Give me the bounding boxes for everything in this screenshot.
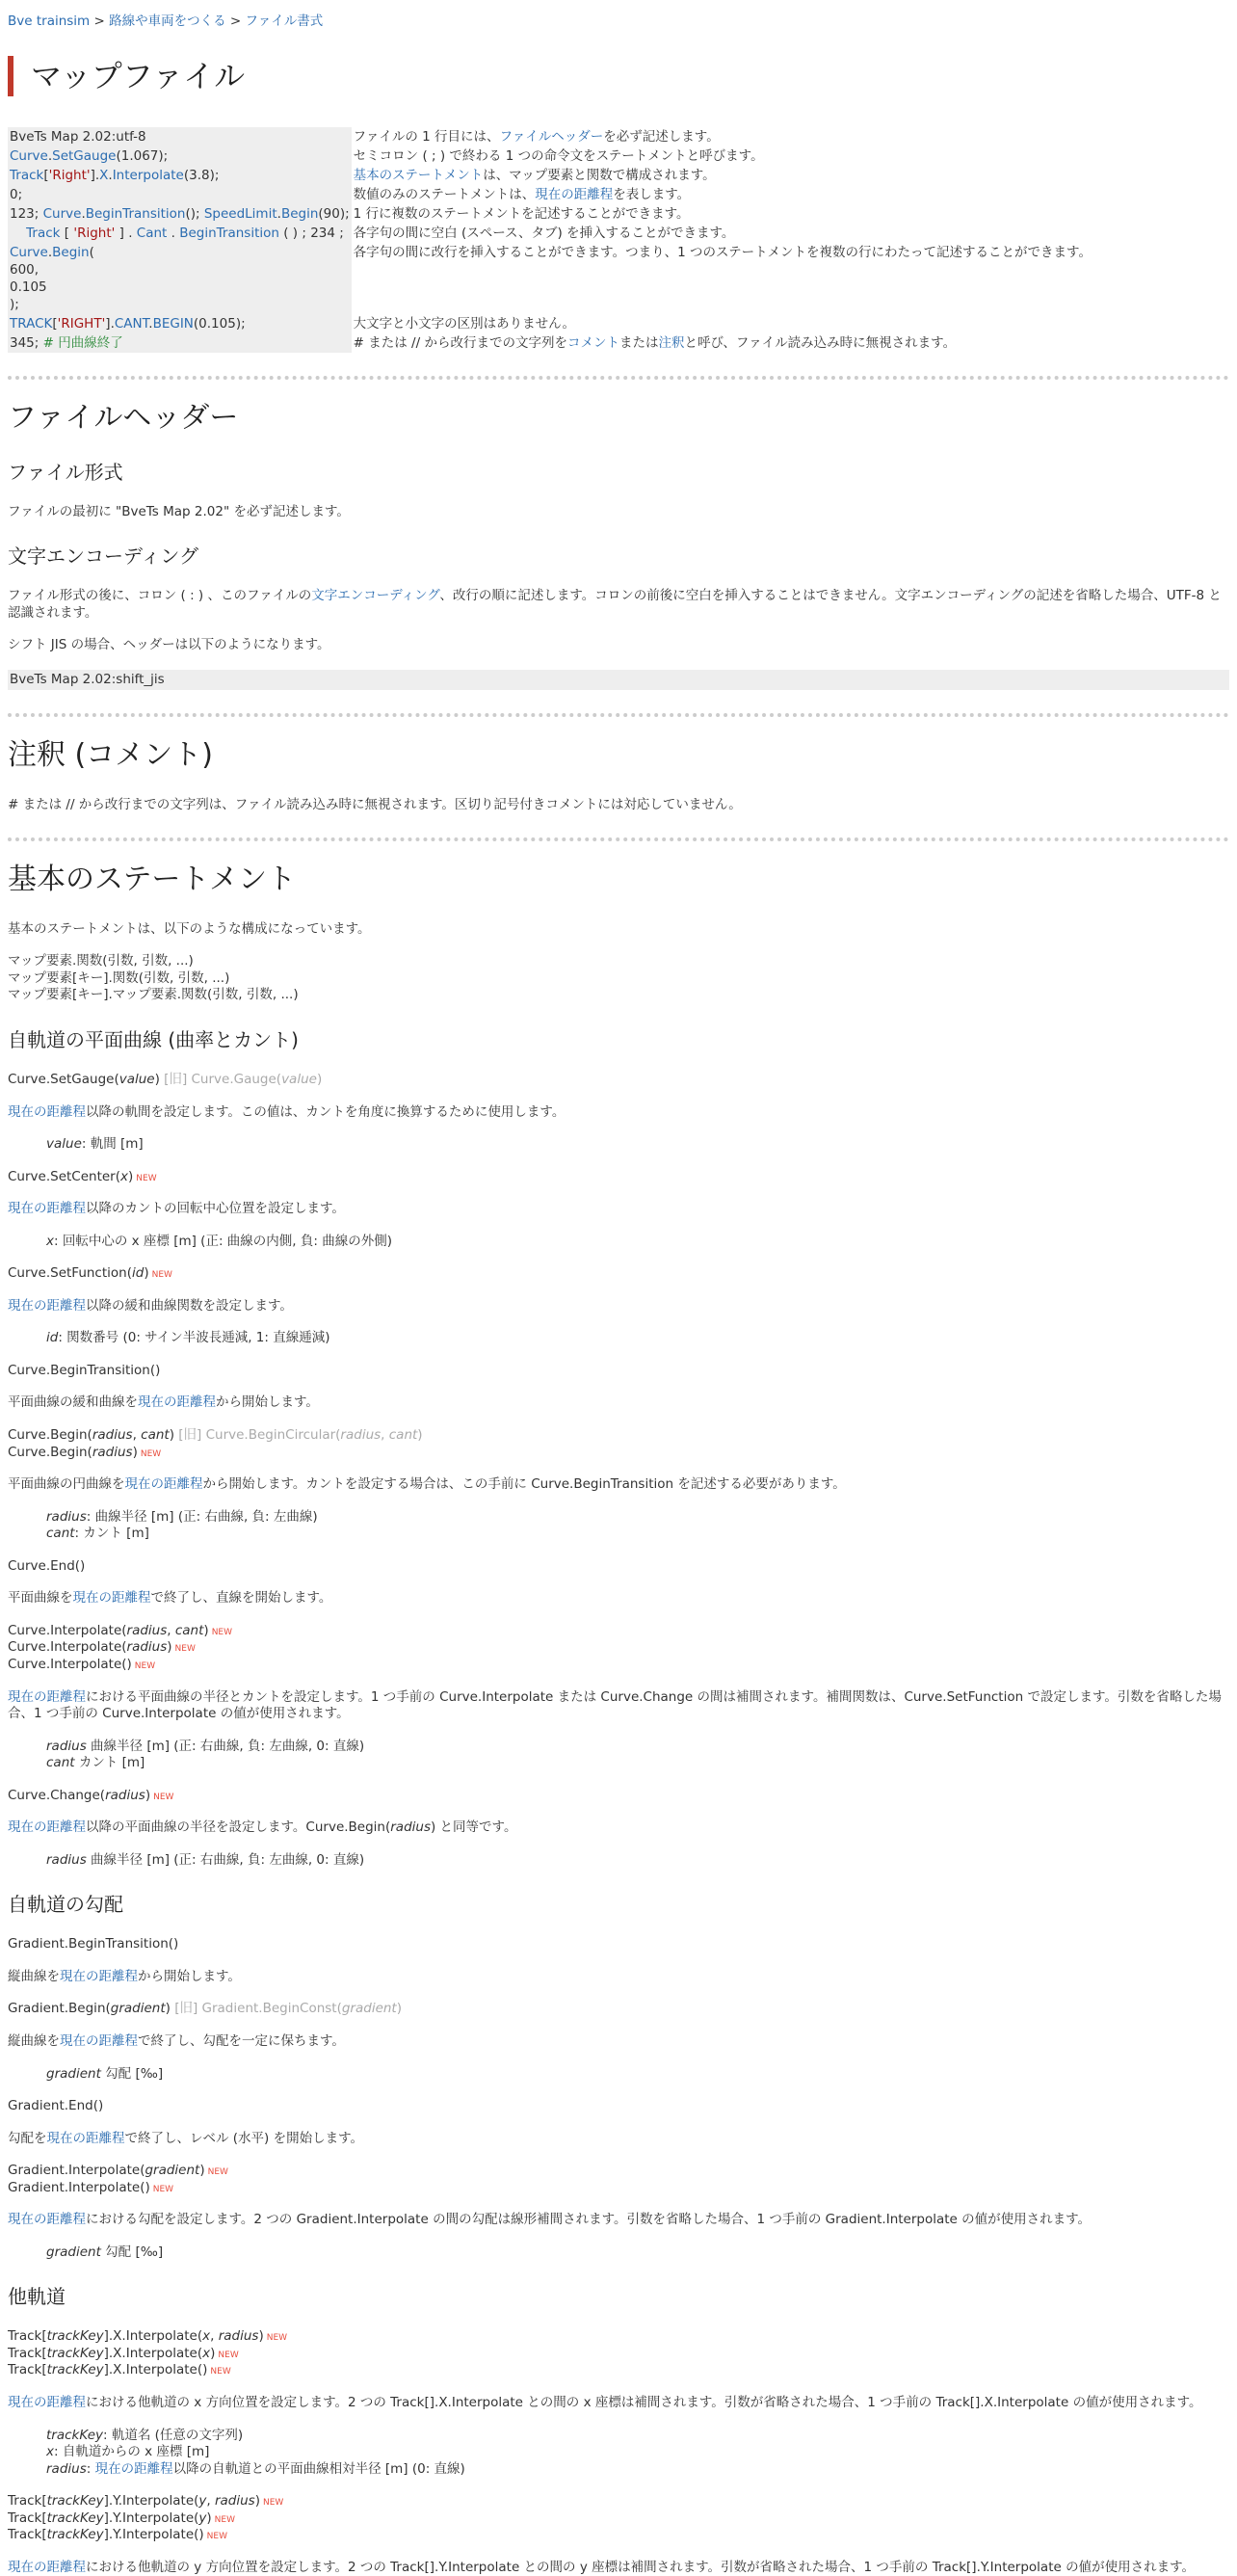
- signature-text: Curve.Change(radius): [8, 1787, 151, 1803]
- signature-text: Track[trackKey].Y.Interpolate(): [8, 2527, 204, 2543]
- breadcrumb-separator: >: [90, 13, 110, 29]
- new-badge: NEW: [174, 1644, 196, 1655]
- code-sample: Curve.SetGauge(1.067);: [8, 146, 352, 166]
- new-badge: NEW: [266, 2333, 288, 2344]
- code-block: BveTs Map 2.02:shift_jis: [8, 670, 1229, 691]
- code-sample: BveTs Map 2.02:utf-8: [8, 127, 352, 146]
- code-description: 大文字と小文字の区別はありません。: [353, 315, 575, 332]
- function-description: 平面曲線の緩和曲線を現在の距離程から開始します。: [8, 1394, 319, 1411]
- breadcrumb-link-format[interactable]: ファイル書式: [245, 13, 324, 29]
- function-signature: [8, 2163, 1229, 2196]
- function-description: 勾配を現在の距離程で終了し、レベル (水平) を開始します。: [8, 2130, 364, 2146]
- code-sample: Track [ 'Right' ] . Cant . BeginTransition ( ) ; 234 ;: [8, 224, 352, 243]
- section-title: ファイルヘッダー: [8, 400, 239, 435]
- parameter: radius: 現在の距離程以降の自軌道との平面曲線相対半径 [m] (0: 直線): [46, 2460, 465, 2477]
- code-description: 各字句の間に改行を挿入することができます。つまり、1 つのステートメントを複数の行にわたって記述することができます。: [353, 244, 1092, 260]
- signature-text: Gradient.End(): [8, 2098, 104, 2114]
- new-badge: NEW: [263, 2498, 284, 2509]
- parameter: value: 軌間 [m]: [46, 1136, 144, 1153]
- new-badge: NEW: [214, 2514, 235, 2525]
- overview-row: [8, 146, 1237, 166]
- parameter: id: 関数番号 (0: サイン半波長逓減, 1: 直線逓減): [46, 1330, 330, 1346]
- function-description: 現在の距離程における他軌道の x 方向位置を設定します。2 つの Track[].X.Interpolate との間の x 座標は補間されます。引数が省略された場合、1 つ手前の Track[].X.Interpolate の値が使用されます。: [8, 2394, 1202, 2410]
- code-description: 基本のステートメントは、マップ要素と関数で構成されます。: [353, 167, 716, 183]
- signature-text: Track[trackKey].X.Interpolate(x): [8, 2345, 216, 2361]
- new-badge: NEW: [206, 2532, 227, 2542]
- function-description: 現在の距離程における平面曲線の半径とカントを設定します。1 つ手前の Curve.Interpolate または Curve.Change の間は補間されます。補間関数は、Curve.SetFunction で設定します。引数を省略した場合、1 つ手前の Curve.Interpolate の値が使用されます。: [8, 1688, 1222, 1722]
- new-badge: NEW: [152, 2184, 174, 2194]
- function-description: 現在の距離程以降のカントの回転中心位置を設定します。: [8, 1201, 345, 1217]
- parameter: gradient 勾配 [‰]: [46, 2244, 164, 2260]
- subsection-title: ファイル形式: [8, 460, 123, 484]
- statement-forms: [8, 953, 1229, 1004]
- new-badge: NEW: [151, 1270, 172, 1281]
- function-signature: [8, 2493, 1229, 2544]
- code-sample: Curve.Begin( 600, 0.105 );: [8, 243, 352, 314]
- function-signature: [8, 1623, 1229, 1674]
- parameter: cant カント [m]: [46, 1755, 145, 1771]
- subsection-title: 自軌道の勾配: [8, 1893, 123, 1917]
- parameter: radius 曲線半径 [m] (正: 右曲線, 負: 左曲線, 0: 直線): [46, 1851, 365, 1868]
- function-signature: [8, 1072, 1229, 1089]
- paragraph: 基本のステートメントは、以下のような構成になっています。: [8, 920, 371, 937]
- function-signature: [8, 2328, 1229, 2379]
- function-description: 平面曲線の円曲線を現在の距離程から開始します。カントを設定する場合は、この手前に Curve.BeginTransition を記述する必要があります。: [8, 1476, 846, 1493]
- overview-table: [8, 127, 1237, 353]
- code-sample: TRACK['RIGHT'].CANT.BEGIN(0.105);: [8, 314, 352, 333]
- signature-text: Gradient.Interpolate(): [8, 2179, 150, 2195]
- overview-row: [8, 166, 1237, 185]
- function-description: 縦曲線を現在の距離程から開始します。: [8, 1968, 241, 1984]
- overview-row: [8, 204, 1237, 224]
- function-description: 現在の距離程以降の軌間を設定します。この値は、カントを角度に換算するために使用します。: [8, 1103, 566, 1120]
- signature-text: Gradient.Interpolate(gradient): [8, 2163, 205, 2179]
- function-description: 現在の距離程における他軌道の y 方向位置を設定します。2 つの Track[].Y.Interpolate との間の y 座標は補間されます。引数が省略された場合、1 つ手前の Track[].Y.Interpolate の値が使用されます。: [8, 2559, 1196, 2575]
- parameter: x: 回転中心の x 座標 [m] (正: 曲線の内側, 負: 曲線の外側): [46, 1233, 392, 1249]
- signature-text: Curve.SetGauge(value) [旧] Curve.Gauge(value): [8, 1072, 323, 1088]
- breadcrumb-separator: >: [225, 13, 246, 29]
- new-badge: NEW: [210, 2367, 231, 2377]
- parameter: radius: 曲線半径 [m] (正: 右曲線, 負: 左曲線): [46, 1508, 318, 1525]
- parameter: trackKey: 軌道名 (任意の文字列): [46, 2427, 244, 2443]
- statement-form: マップ要素[キー].関数(引数, 引数, ...): [8, 969, 230, 986]
- function-signature: [8, 1265, 1229, 1283]
- function-signature: [8, 1363, 1229, 1380]
- section-title: 基本のステートメント: [8, 862, 297, 896]
- parameter-list: [46, 2428, 1229, 2479]
- signature-text: Curve.Interpolate(radius): [8, 1639, 172, 1656]
- code-sample: 345; # 円曲線終了: [8, 333, 352, 353]
- overview-row: [8, 333, 1237, 353]
- parameter-list: [46, 1739, 1229, 1772]
- overview-row: [8, 185, 1237, 204]
- signature-text: Curve.End(): [8, 1557, 86, 1574]
- new-badge: NEW: [134, 1660, 156, 1671]
- section-divider: [8, 837, 1229, 841]
- parameter-list: [46, 2066, 1229, 2084]
- signature-text: Curve.Begin(radius): [8, 1444, 138, 1460]
- signature-text: Gradient.BeginTransition(): [8, 1936, 179, 1952]
- breadcrumb-link-home[interactable]: Bve trainsim: [8, 13, 91, 29]
- parameter: gradient 勾配 [‰]: [46, 2065, 164, 2082]
- parameter-list: [46, 1509, 1229, 1543]
- parameter-list: [46, 1330, 1229, 1347]
- signature-text: Curve.SetCenter(x): [8, 1168, 134, 1184]
- paragraph: # または // から改行までの文字列は、ファイル読み込み時に無視されます。区切り記号付きコメントには対応していません。: [8, 797, 742, 813]
- breadcrumb: [8, 13, 1229, 31]
- overview-row: [8, 224, 1237, 243]
- signature-text: Curve.Interpolate(radius, cant): [8, 1622, 209, 1638]
- new-badge: NEW: [153, 1792, 174, 1802]
- signature-text: Track[trackKey].Y.Interpolate(y): [8, 2510, 212, 2526]
- parameter: radius 曲線半径 [m] (正: 右曲線, 負: 左曲線, 0: 直線): [46, 1738, 365, 1754]
- function-signature: [8, 1788, 1229, 1805]
- signature-text: Curve.SetFunction(id): [8, 1265, 149, 1282]
- paragraph: ファイル形式の後に、コロン ( : ) 、このファイルの文字エンコーディング、改行の順に記述します。コロンの前後に空白を挿入することはできません。文字エンコーディングの記述を省略した場合、UTF-8 と認識されます。: [8, 588, 1222, 621]
- function-description: 縦曲線を現在の距離程で終了し、勾配を一定に保ちます。: [8, 2032, 345, 2049]
- function-signature: [8, 2001, 1229, 2018]
- parameter-list: [46, 1136, 1229, 1154]
- parameter-list: [46, 1852, 1229, 1870]
- code-description: 1 行に複数のステートメントを記述することができます。: [353, 205, 690, 222]
- code-description: セミコロン ( ; ) で終わる 1 つの命令文をステートメントと呼びます。: [353, 147, 764, 164]
- overview-row: [8, 243, 1237, 314]
- new-badge: NEW: [218, 2350, 239, 2360]
- statement-form: マップ要素[キー].マップ要素.関数(引数, 引数, ...): [8, 987, 299, 1003]
- new-badge: NEW: [136, 1173, 157, 1183]
- overview-row: [8, 127, 1237, 146]
- statement-form: マップ要素.関数(引数, 引数, ...): [8, 953, 194, 969]
- code-sample: Track['Right'].X.Interpolate(3.8);: [8, 166, 352, 185]
- function-description: 現在の距離程における勾配を設定します。2 つの Gradient.Interpolate の間の勾配は線形補間されます。引数を省略した場合、1 つ手前の Gradient.Interpolate の値が使用されます。: [8, 2212, 1092, 2228]
- function-signature: [8, 1936, 1229, 1953]
- signature-text: Track[trackKey].Y.Interpolate(y, radius): [8, 2493, 260, 2510]
- signature-text: Curve.Begin(radius, cant) [旧] Curve.BeginCircular(radius, cant): [8, 1427, 423, 1444]
- code-description: # または // から改行までの文字列をコメントまたは注釈と呼び、ファイル読み込み時に無視されます。: [353, 334, 957, 351]
- section-title: 注釈 (コメント): [8, 738, 213, 773]
- basic-statement-section: [8, 861, 1229, 2576]
- overview-row: [8, 314, 1237, 333]
- function-signature: [8, 1169, 1229, 1186]
- code-description: 各字句の間に空白 (スペース、タブ) を挿入することができます。: [353, 225, 735, 241]
- signature-text: Track[trackKey].X.Interpolate(): [8, 2362, 208, 2378]
- code-description: ファイルの 1 行目には、ファイルヘッダーを必ず記述します。: [353, 128, 720, 145]
- parameter: cant: カント [m]: [46, 1526, 149, 1542]
- code-sample: 0;: [8, 185, 352, 204]
- paragraph: シフト JIS の場合、ヘッダーは以下のようになります。: [8, 637, 330, 653]
- signature-text: Track[trackKey].X.Interpolate(x, radius): [8, 2328, 264, 2345]
- parameter-list: [46, 1234, 1229, 1251]
- code-sample: 123; Curve.BeginTransition(); SpeedLimit.Begin(90);: [10, 205, 350, 222]
- parameter-list: [46, 2244, 1229, 2262]
- new-badge: NEW: [207, 2167, 228, 2178]
- code-description: 数値のみのステートメントは、現在の距離程を表します。: [353, 186, 691, 202]
- function-description: 現在の距離程以降の緩和曲線関数を設定します。: [8, 1297, 293, 1314]
- parameter: x: 自軌道からの x 座標 [m]: [46, 2444, 210, 2460]
- function-signature: [8, 1558, 1229, 1576]
- breadcrumb-link-create[interactable]: 路線や車両をつくる: [109, 13, 226, 29]
- new-badge: NEW: [140, 1448, 162, 1459]
- paragraph: ファイルの最初に "BveTs Map 2.02" を必ず記述します。: [8, 503, 350, 519]
- subsection-title: 文字エンコーディング: [8, 544, 198, 569]
- comment-section: [8, 736, 1229, 814]
- function-description: 現在の距離程以降の平面曲線の半径を設定します。Curve.Begin(radius) と同等です。: [8, 1819, 517, 1836]
- section-divider: [8, 376, 1229, 380]
- signature-text: Gradient.Begin(gradient) [旧] Gradient.BeginConst(gradient): [8, 2001, 403, 2017]
- section-divider: [8, 713, 1229, 717]
- subsection-title: 自軌道の平面曲線 (曲率とカント): [8, 1028, 299, 1052]
- page-title: マップファイル: [8, 56, 1229, 96]
- subsection-title: 他軌道: [8, 2285, 66, 2309]
- file-header-section: [8, 399, 1229, 691]
- function-signature: [8, 2098, 1229, 2115]
- signature-text: Curve.Interpolate(): [8, 1656, 132, 1672]
- function-description: 平面曲線を現在の距離程で終了し、直線を開始します。: [8, 1590, 332, 1607]
- function-signature: [8, 1427, 1229, 1461]
- new-badge: NEW: [211, 1627, 233, 1637]
- reference-sections: [8, 1027, 1229, 2576]
- signature-text: Curve.BeginTransition(): [8, 1362, 161, 1378]
